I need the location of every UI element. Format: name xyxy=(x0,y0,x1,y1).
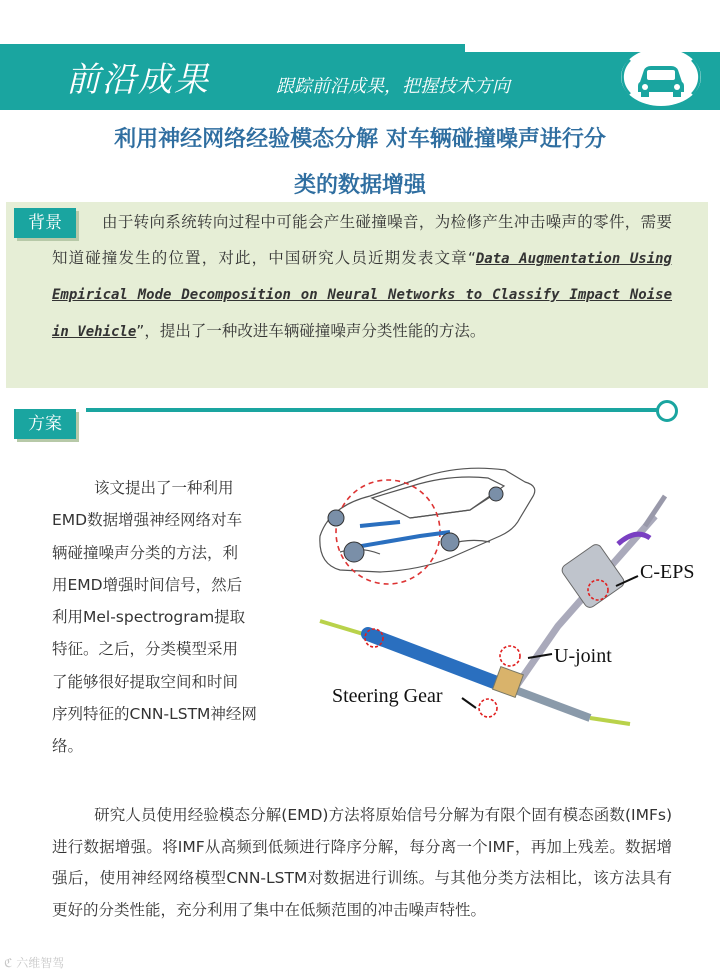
background-text-before: 由于转向系统转向过程中可能会产生碰撞噪音，为检修产生冲击噪声的零件，需要知道碰撞发生的位置，对此，中国研究人员近期发表文章“ xyxy=(52,213,672,267)
plan-line: EMD数据增强神经网络对车 xyxy=(52,511,243,530)
plan-line: 络。 xyxy=(52,737,84,756)
wheel-front xyxy=(344,542,364,562)
background-label: 背景 xyxy=(14,208,76,238)
plan-line: 序列特征的CNN-LSTM神经网 xyxy=(52,705,257,724)
background-text-after: ”，提出了一种改进车辆碰撞噪声分类性能的方法。 xyxy=(136,321,486,340)
plan-line: 辆碰撞噪声分类的方法，利 xyxy=(52,543,239,562)
plan-column-text xyxy=(52,472,284,763)
wheel-back xyxy=(328,510,344,526)
highlight-circle xyxy=(336,480,440,584)
plan-line: 该文提出了一种利用 xyxy=(94,479,234,497)
plan-line: 了能够很好提取空间和时间 xyxy=(52,672,239,691)
section-subtitle: 跟踪前沿成果，把握技术方向 xyxy=(276,76,510,97)
section-title: 前沿成果 xyxy=(66,60,210,100)
paper-title: Data Augmentation Using Empirical Mode Decomposition on Neural Networks to Classify Impact Noise in Vehicle xyxy=(52,250,672,340)
car-icon xyxy=(616,46,706,108)
watermark: ℭ 六维智驾 xyxy=(4,956,65,970)
background-text xyxy=(52,205,672,350)
wheel-rear xyxy=(441,533,459,551)
gear-arrow xyxy=(462,698,476,708)
steering-gear-rack xyxy=(320,621,630,724)
plan-line: 利用Mel-spectrogram提取 xyxy=(52,608,246,627)
plan-divider xyxy=(86,408,676,412)
plan-paragraph2-text: 研究人员使用经验模态分解(EMD)方法将原始信号分解为有限个固有模态函数(IMFs)进行数据增强。将IMF从高频到低频进行降序分解，每分离一个IMF，再加上残差。数据增强后，使用神经网络模型CNN-LSTM对数据进行训练。与其他分类方法相比，该方法具有更好的分类性能，充分利用了集中在低频范围的冲击噪声特性。 xyxy=(52,806,672,919)
label-gear: Steering Gear xyxy=(332,685,443,707)
label-ceps: C-EPS xyxy=(640,561,695,583)
steering-system-figure xyxy=(300,456,710,756)
car-chassis-parts xyxy=(350,522,450,548)
article-title-line1: 利用神经网络经验模态分解 对车辆碰撞噪声进行分 xyxy=(114,126,606,152)
wheel-back-right xyxy=(489,487,503,501)
plan-paragraph2 xyxy=(52,800,672,926)
plan-line: 用EMD增强时间信号，然后 xyxy=(52,575,243,594)
plan-label: 方案 xyxy=(14,409,76,439)
article-title-line2: 类的数据增强 xyxy=(293,172,426,198)
plan-divider-dot xyxy=(656,400,678,422)
article-title xyxy=(30,116,690,208)
plan-line: 特征。之后，分类模型采用 xyxy=(52,640,239,659)
label-ujoint: U-joint xyxy=(554,645,612,667)
